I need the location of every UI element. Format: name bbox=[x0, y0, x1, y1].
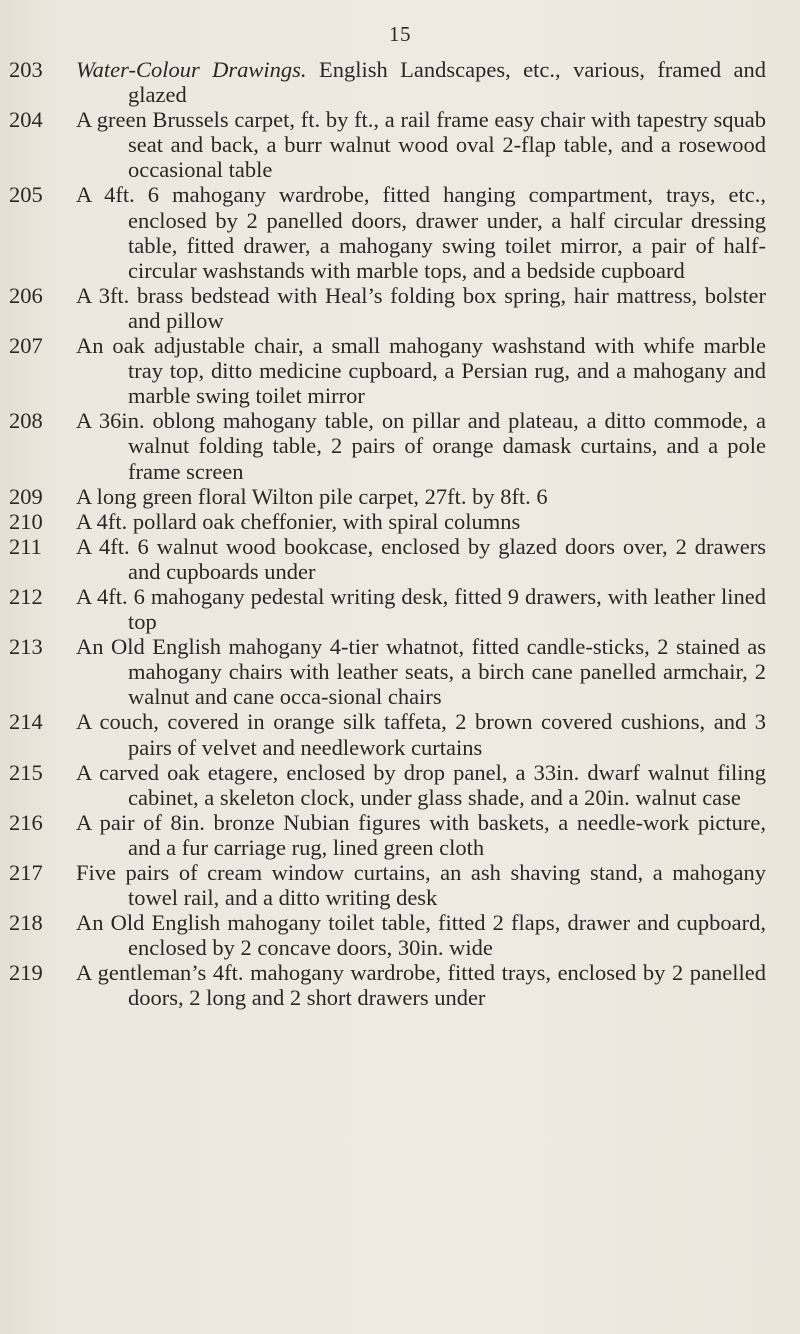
lot-text: An Old English mahogany toilet table, fitted 2 flaps, drawer and cupboard, enclosed by 2 concave doors, 30in. wide bbox=[76, 910, 766, 961]
lot-text: A 4ft. 6 walnut wood bookcase, enclosed by glazed doors over, 2 drawers and cupboards under bbox=[76, 533, 766, 584]
lot-entry bbox=[0, 534, 800, 584]
lot-description bbox=[76, 509, 766, 534]
lot-description bbox=[76, 57, 766, 107]
lot-text: A long green floral Wilton pile carpet, 27ft. by 8ft. 6 bbox=[76, 483, 548, 509]
lot-number: 214 bbox=[9, 709, 43, 735]
lot-text: A green Brussels carpet, ft. by ft., a rail frame easy chair with tapestry squab seat and back, a burr walnut wood oval 2-flap table, and a rosewood occasional table bbox=[76, 107, 766, 183]
lot-entry bbox=[0, 333, 800, 408]
lot-entry bbox=[0, 910, 800, 960]
lot-entry bbox=[0, 107, 800, 182]
lot-text: An Old English mahogany 4-tier whatnot, fitted candle-sticks, 2 stained as mahogany chairs with leather seats, a birch cane panelled armchair, 2 walnut and cane occa-sional chairs bbox=[76, 634, 766, 710]
lot-number: 211 bbox=[9, 533, 42, 559]
lot-description bbox=[76, 810, 766, 860]
lot-number: 216 bbox=[9, 809, 43, 835]
lot-text: A 36in. oblong mahogany table, on pillar and plateau, a ditto commode, a walnut folding table, 2 pairs of orange damask curtains, and a pole frame screen bbox=[76, 408, 766, 484]
lot-number: 205 bbox=[9, 182, 43, 208]
lot-text: A 4ft. 6 mahogany wardrobe, fitted hanging compartment, trays, etc., enclosed by 2 panelled doors, drawer under, a half circular dressing table, fitted drawer, a mahogany swing toilet mirror, a pair of half-circular washstands with marble tops, and a bedside cupboard bbox=[76, 182, 766, 283]
lot-description bbox=[76, 107, 766, 182]
lot-description bbox=[76, 960, 766, 1010]
lot-number: 217 bbox=[9, 860, 43, 885]
lot-number: 213 bbox=[9, 634, 43, 660]
lot-description bbox=[76, 860, 766, 910]
lot-description bbox=[76, 333, 766, 408]
lot-text: A carved oak etagere, enclosed by drop panel, a 33in. dwarf walnut filing cabinet, a skeleton clock, under glass shade, and a 20in. walnut case bbox=[76, 759, 766, 810]
lot-number: 203 bbox=[9, 57, 43, 82]
lot-text: A 4ft. 6 mahogany pedestal writing desk, fitted 9 drawers, with leather lined top bbox=[76, 583, 766, 635]
lot-description bbox=[76, 534, 766, 584]
lot-entry bbox=[0, 960, 800, 1010]
page-number: 15 bbox=[389, 22, 411, 46]
lot-text: A 4ft. pollard oak cheffonier, with spiral columns bbox=[76, 508, 521, 534]
lot-description bbox=[76, 910, 766, 960]
lot-number: 219 bbox=[9, 960, 43, 986]
lot-number: 209 bbox=[9, 483, 43, 509]
lot-number: 215 bbox=[9, 759, 43, 785]
lot-entry bbox=[0, 709, 800, 759]
lot-description bbox=[76, 709, 766, 759]
lot-number: 208 bbox=[9, 408, 43, 434]
lot-entry bbox=[0, 810, 800, 860]
lot-entry bbox=[0, 57, 800, 107]
lot-number: 212 bbox=[9, 583, 43, 609]
lot-description bbox=[76, 584, 766, 634]
lot-entry bbox=[0, 283, 800, 333]
lot-entry bbox=[0, 509, 800, 534]
lot-text: English Landscapes, etc., various, framed and glazed bbox=[128, 57, 767, 108]
lot-text: A gentleman’s 4ft. mahogany wardrobe, fitted trays, enclosed by 2 panelled doors, 2 long and 2 short drawers under bbox=[76, 960, 766, 1011]
lot-entry bbox=[0, 408, 800, 483]
lot-number: 210 bbox=[9, 508, 43, 534]
lot-entry bbox=[0, 484, 800, 509]
lot-description bbox=[76, 408, 766, 483]
lot-text: A 3ft. brass bedstead with Heal’s folding box spring, hair mattress, bolster and pillow bbox=[76, 282, 766, 333]
lot-text: An oak adjustable chair, a small mahogany washstand with whife marble tray top, ditto medicine cupboard, a Persian rug, and a mahogany and marble swing toilet mirror bbox=[76, 333, 766, 409]
lot-description bbox=[76, 182, 766, 282]
lot-description bbox=[76, 634, 766, 709]
lot-entry bbox=[0, 584, 800, 634]
lot-number: 207 bbox=[9, 333, 43, 359]
lot-number: 206 bbox=[9, 282, 43, 308]
lot-entry bbox=[0, 182, 800, 282]
lot-text: A pair of 8in. bronze Nubian figures with baskets, a needle-work picture, and a fur carriage rug, lined green cloth bbox=[76, 809, 766, 860]
lot-description bbox=[76, 283, 766, 333]
lot-number: 204 bbox=[9, 107, 43, 133]
lot-list bbox=[0, 57, 800, 1011]
lot-entry bbox=[0, 760, 800, 810]
lot-description bbox=[76, 484, 766, 509]
lot-text: A couch, covered in orange silk taffeta, 2 brown covered cushions, and 3 pairs of velvet and needlework curtains bbox=[76, 709, 766, 760]
lot-entry bbox=[0, 860, 800, 910]
lot-entry bbox=[0, 634, 800, 709]
lot-text: Five pairs of cream window curtains, an ash shaving stand, a mahogany towel rail, and a ditto writing desk bbox=[76, 860, 766, 911]
lot-heading: Water-Colour Drawings. bbox=[76, 57, 307, 82]
lot-description bbox=[76, 760, 766, 810]
lot-number: 218 bbox=[9, 910, 43, 936]
